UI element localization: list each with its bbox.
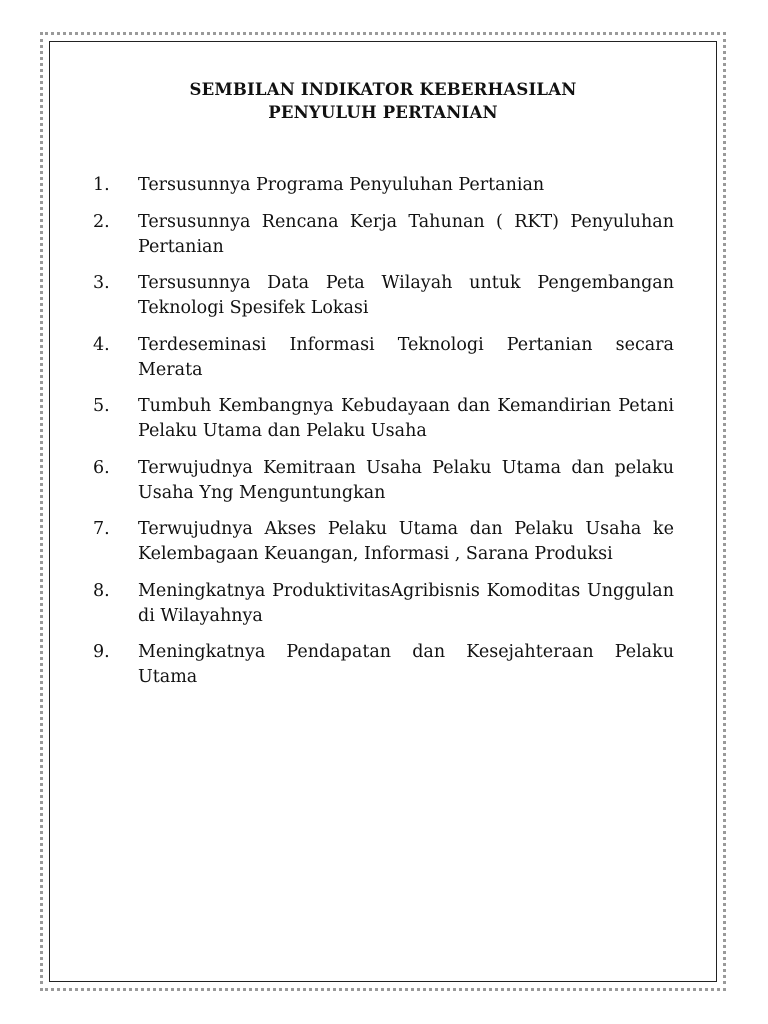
list-item-3 [93, 271, 674, 321]
item-text: Tersusunnya Rencana Kerja Tahunan ( RKT) Penyuluhan Pertanian [138, 211, 674, 257]
item-number: 9. [93, 642, 110, 662]
item-text: Meningkatnya ProduktivitasAgribisnis Komoditas Unggulan di Wilayahnya [138, 580, 674, 626]
item-text: Tersusunnya Programa Penyuluhan Pertanian [138, 175, 545, 195]
item-text: Tumbuh Kembangnya Kebudayaan dan Kemandirian Petani Pelaku Utama dan Pelaku Usaha [138, 396, 674, 441]
list-item-8 [93, 579, 674, 629]
title-line-1: SEMBILAN INDIKATOR KEBERHASILAN [189, 80, 577, 99]
item-number: 1. [93, 175, 110, 195]
list-item-5 [93, 394, 674, 444]
list-item-1 [93, 173, 674, 198]
item-number: 8. [93, 580, 110, 601]
item-text: Meningkatnya Pendapatan dan Kesejahteraan Pelaku Utama [138, 642, 674, 687]
item-number: 2. [93, 211, 110, 232]
item-text: Terdeseminasi Informasi Teknologi Pertanian secara Merata [138, 334, 674, 380]
item-text: Terwujudnya Akses Pelaku Utama dan Pelaku Usaha ke Kelembagaan Keuangan, Informasi , Sarana Produksi [138, 519, 674, 564]
item-number: 7. [93, 519, 110, 539]
list-item-7 [93, 517, 674, 567]
item-number: 5. [93, 396, 110, 416]
item-text: Terwujudnya Kemitraan Usaha Pelaku Utama dan pelaku Usaha Yng Menguntungkan [138, 457, 674, 503]
item-number: 4. [93, 334, 110, 355]
title-line-2: PENYULUH PERTANIAN [268, 103, 498, 122]
item-number: 6. [93, 457, 110, 478]
list-item-4 [93, 333, 674, 383]
document-title [49, 78, 717, 124]
list-item-9 [93, 640, 674, 690]
indicator-list [93, 173, 674, 702]
list-item-2 [93, 210, 674, 260]
item-text: Tersusunnya Data Peta Wilayah untuk Pengembangan Teknologi Spesifek Lokasi [138, 273, 674, 318]
item-number: 3. [93, 273, 110, 293]
list-item-6 [93, 456, 674, 506]
